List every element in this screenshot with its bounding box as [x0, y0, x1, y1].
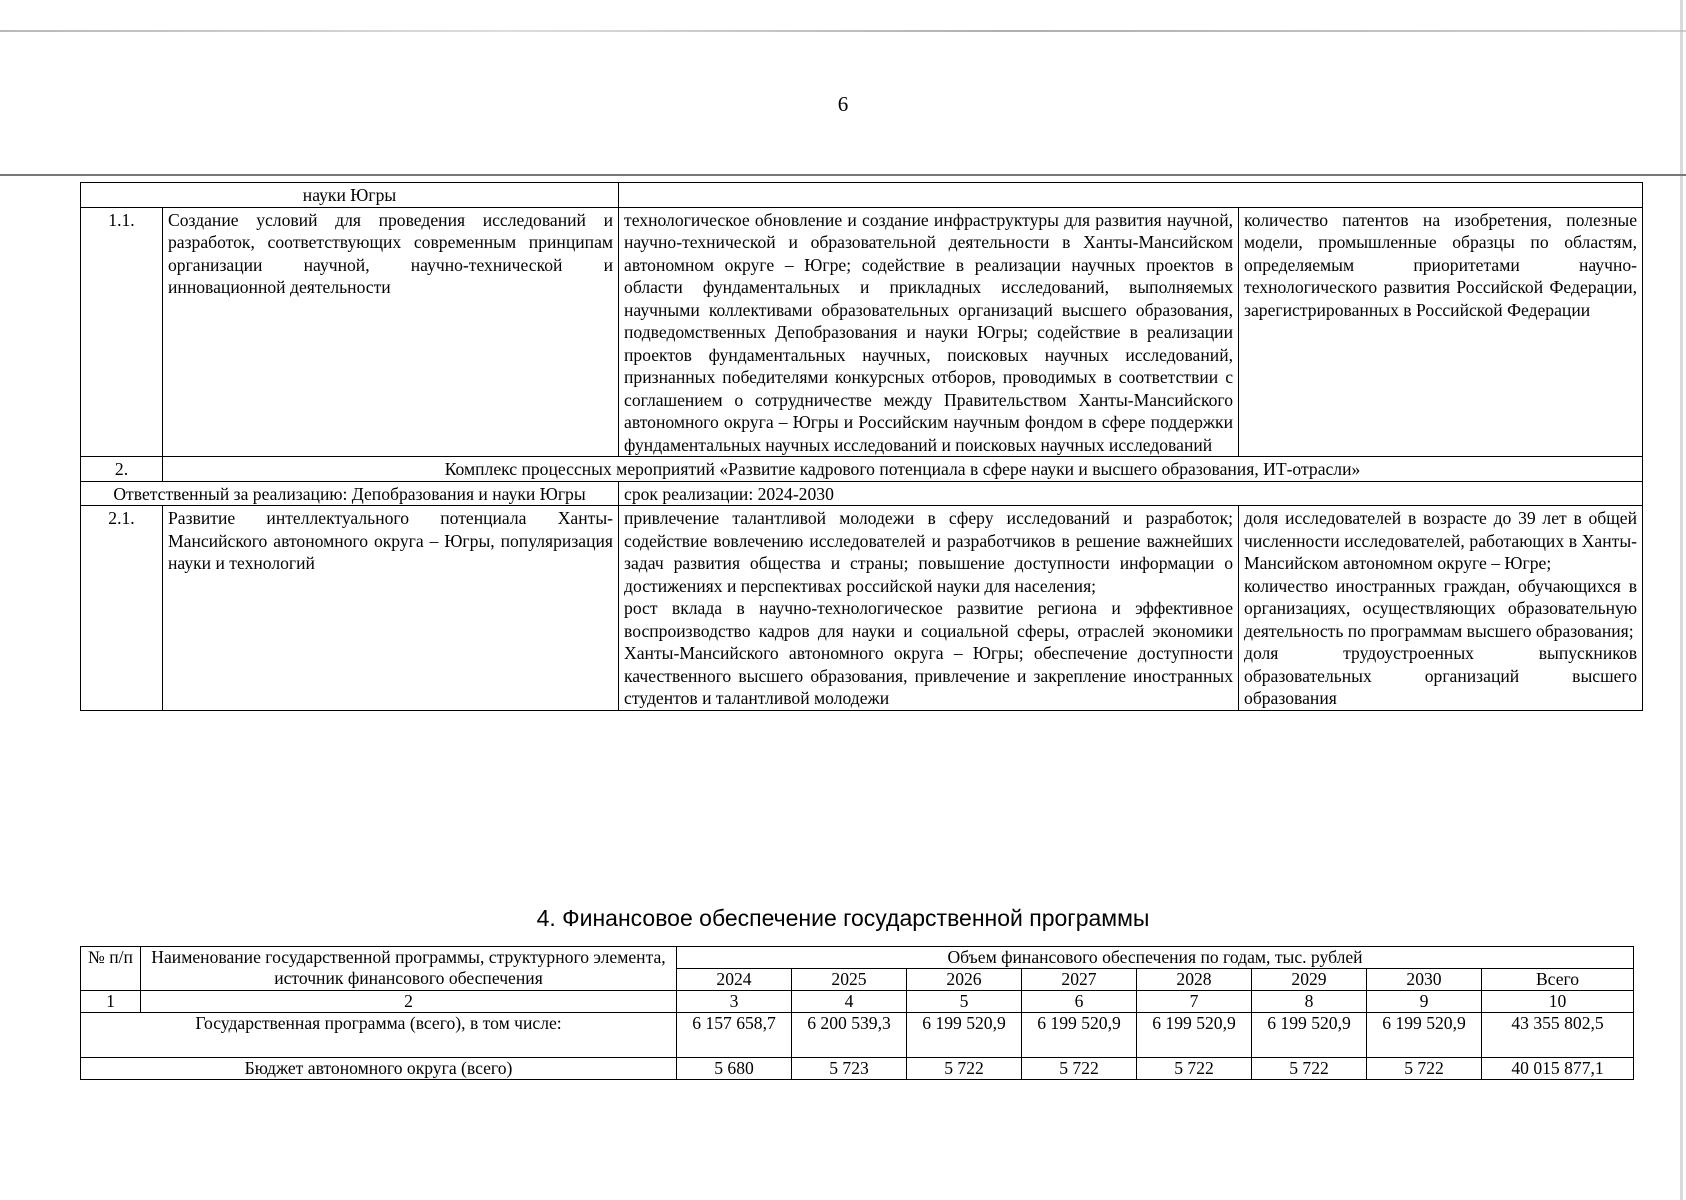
value-cell: 6 199 520,9	[1367, 1013, 1482, 1058]
table-row	[81, 183, 1643, 208]
value-cell: 6 199 520,9	[1252, 1013, 1367, 1058]
row-number: 1.1.	[81, 207, 163, 457]
table-row	[81, 506, 1643, 711]
value-cell: 5 722	[1137, 1058, 1252, 1080]
value-cell: 5 722	[1252, 1058, 1367, 1080]
finance-table	[80, 946, 1634, 1080]
header-year: 2024	[677, 969, 792, 991]
col-number: 7	[1137, 991, 1252, 1013]
responsible-cell-tail: науки Югры	[81, 183, 619, 208]
table-row	[81, 1013, 1634, 1058]
col-number: 5	[907, 991, 1022, 1013]
table-row	[81, 991, 1634, 1013]
table-row	[81, 481, 1643, 506]
scan-edge-top	[0, 30, 1686, 32]
effect-item: рост вклада в научно-технологическое развитие региона и эффективное воспроизводство кадров для науки и социальной сферы, отраслей экономики Ханты-Мансийского автономного округа – Югры; обеспечение доступности качественного высшего образования, привлечение и закрепление иностранных студентов и талантливой молодежи	[624, 598, 1234, 708]
value-cell: 5 722	[907, 1058, 1022, 1080]
period-cell: срок реализации: 2024-2030	[619, 481, 1643, 506]
effects-cell: технологическое обновление и создание инфраструктуры для развития научной, научно-технической и образовательной деятельности в Ханты-Мансийском автономном округе – Югре; содействие в реализации научных проектов в области фундаментальных и прикладных исследований, выполняемых научными коллективами образовательных организаций высшего образования, подведомственных Депобразования и науки Югры; содействие в реализации проектов фундаментальных научных, поисковых научных исследований, признанных победителями конкурсных отборов, проводимых в соответствии с соглашением о сотрудничестве между Правительством Ханты-Мансийского автономного округа – Югры и Российским научным фондом в сфере поддержки фундаментальных научных исследований и поисковых научных исследований	[619, 207, 1239, 457]
indicator-item: доля исследователей в возрасте до 39 лет в общей численности исследователей, работающих в Ханты-Мансийском автономном округе – Югре;	[1244, 508, 1638, 573]
row-number: 2.1.	[81, 506, 163, 711]
col-number: 6	[1022, 991, 1137, 1013]
header-year: 2030	[1367, 969, 1482, 991]
value-cell: 6 199 520,9	[1137, 1013, 1252, 1058]
header-volume: Объем финансового обеспечения по годам, тыс. рублей	[677, 947, 1634, 969]
row-number: 2.	[81, 457, 163, 482]
value-cell: 6 200 539,3	[792, 1013, 907, 1058]
header-year: 2026	[907, 969, 1022, 991]
col-number: 2	[141, 991, 677, 1013]
header-num: № п/п	[81, 947, 141, 991]
effects-cell	[619, 506, 1239, 711]
col-number: 10	[1482, 991, 1634, 1013]
effect-item: привлечение талантливой молодежи в сферу исследований и разработок; содействие вовлечению исследователей и разработчиков в решение важнейших задач развития общества и страны; повышение доступности информации о достижениях и перспективах российской науки для населения;	[624, 508, 1234, 596]
row-name: Государственная программа (всего), в том числе:	[81, 1013, 677, 1058]
table-row	[81, 207, 1643, 457]
col-number: 3	[677, 991, 792, 1013]
value-cell: 5 722	[1367, 1058, 1482, 1080]
value-cell: 5 680	[677, 1058, 792, 1080]
table-row	[81, 947, 1634, 969]
header-year: 2029	[1252, 969, 1367, 991]
total-cell: 40 015 877,1	[1482, 1058, 1634, 1080]
value-cell: 6 199 520,9	[1022, 1013, 1137, 1058]
table-row	[81, 1058, 1634, 1080]
indicator-cell: количество патентов на изобретения, полезные модели, промышленные образцы по областям, определяемым приоритетами научно-технологического развития Российской Федерации, зарегистрированных в Российской Федерации	[1239, 207, 1643, 457]
measures-table	[80, 182, 1643, 711]
value-cell: 5 723	[792, 1058, 907, 1080]
col-number: 1	[81, 991, 141, 1013]
total-cell: 43 355 802,5	[1482, 1013, 1634, 1058]
indicator-cell	[1239, 506, 1643, 711]
responsible-cell: Ответственный за реализацию: Депобразования и науки Югры	[81, 481, 619, 506]
value-cell: 5 722	[1022, 1058, 1137, 1080]
header-year: 2028	[1137, 969, 1252, 991]
col-number: 4	[792, 991, 907, 1013]
header-rule	[0, 174, 1686, 176]
row-name: Бюджет автономного округа (всего)	[81, 1058, 677, 1080]
table-row	[81, 457, 1643, 482]
complex-title: Комплекс процессных мероприятий «Развитие кадрового потенциала в сфере науки и высшего образования, ИТ-отрасли»	[163, 457, 1643, 482]
indicator-item: доля трудоустроенных выпускников образовательных организаций высшего образования	[1244, 643, 1638, 708]
header-total: Всего	[1482, 969, 1634, 991]
col-number: 9	[1367, 991, 1482, 1013]
task-cell: Развитие интеллектуального потенциала Ханты-Мансийского автономного округа – Югры, популяризация науки и технологий	[163, 506, 619, 711]
task-cell: Создание условий для проведения исследований и разработок, соответствующих современным принципам организации научной, научно-технической и инновационной деятельности	[163, 207, 619, 457]
value-cell: 6 199 520,9	[907, 1013, 1022, 1058]
page-number: 6	[837, 92, 849, 116]
col-number: 8	[1252, 991, 1367, 1013]
value-cell: 6 157 658,7	[677, 1013, 792, 1058]
scan-edge-right	[1680, 0, 1683, 1200]
header-year: 2025	[792, 969, 907, 991]
empty-cell	[619, 183, 1643, 208]
header-name: Наименование государственной программы, структурного элемента, источник финансового обеспечения	[141, 947, 677, 991]
indicator-item: количество иностранных граждан, обучающихся в организациях, осуществляющих образовательную деятельность по программам высшего образования;	[1244, 575, 1638, 641]
header-year: 2027	[1022, 969, 1137, 991]
section-title: 4. Финансовое обеспечение государственной программы	[536, 905, 1150, 931]
